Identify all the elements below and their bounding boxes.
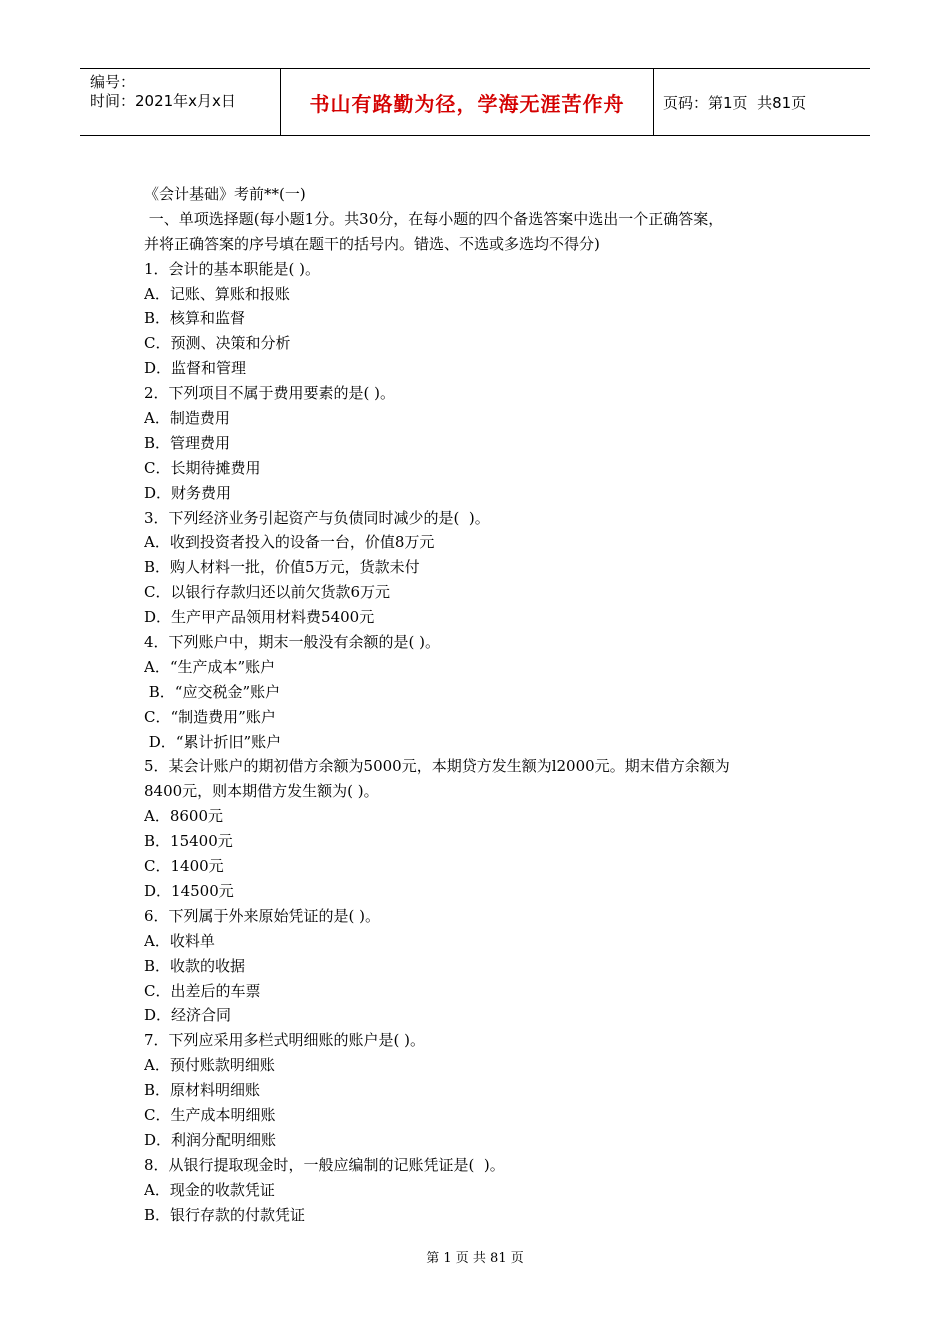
text-line: D．经济合同 — [144, 1006, 232, 1025]
text-line: 2．下列项目不属于费用要素的是( )。 — [144, 384, 396, 403]
document-date: 时间：2021年x月x日 — [90, 92, 236, 110]
text-line: A．现金的收款凭证 — [144, 1180, 275, 1199]
text-line: 6．下列属于外来原始凭证的是( )。 — [144, 906, 381, 925]
text-line: A．制造费用 — [144, 409, 230, 428]
document-number: 编号： — [90, 73, 136, 91]
text-line: B．收款的收据 — [144, 956, 246, 975]
text-line: A．预付账款明细账 — [144, 1056, 275, 1075]
text-line: 8400元，则本期借方发生额为( )。 — [144, 782, 379, 801]
text-line: C．“制造费用”账户 — [144, 707, 276, 726]
text-line: 并将正确答案的序号填在题干的括号内。错选、不选或多选均不得分) — [144, 234, 600, 253]
text-line: 3．下列经济业务引起资产与负债同时减少的是( )。 — [144, 508, 490, 527]
text-line: A．“生产成本”账户 — [144, 657, 276, 676]
text-line: B．管理费用 — [144, 433, 231, 452]
text-line: C．生产成本明细账 — [144, 1105, 276, 1124]
text-line: 8．从银行提取现金时，一般应编制的记账凭证是( )。 — [144, 1155, 505, 1174]
text-line: A．记账、算账和报账 — [144, 284, 290, 303]
text-line: D．财务费用 — [144, 483, 232, 502]
header-motto: 书山有路勤为径，学海无涯苦作舟 — [281, 69, 654, 135]
text-line: A．8600元 — [144, 807, 224, 826]
text-line: 7．下列应采用多栏式明细账的账户是( )。 — [144, 1031, 426, 1050]
text-line: 一、单项选择题(每小题1分。共30分，在每小题的四个备选答案中选出一个正确答案， — [144, 209, 724, 228]
text-line: C．以银行存款归还以前欠货款6万元 — [144, 583, 391, 602]
text-line: D．利润分配明细账 — [144, 1130, 277, 1149]
text-line: 5．某会计账户的期初借方余额为5000元，本期贷方发生额为l2000元。期末借方余额为 — [144, 757, 730, 776]
text-line: B．原材料明细账 — [144, 1081, 261, 1100]
text-line: D．生产甲产品领用材料费5400元 — [144, 608, 375, 627]
text-line: A．收到投资者投入的设备一台，价值8万元 — [144, 533, 435, 552]
text-line: A．收料单 — [144, 931, 215, 950]
document-body — [144, 182, 824, 1227]
text-line: C．出差后的车票 — [144, 981, 261, 1000]
text-line: 《会计基础》考前**(一) — [144, 185, 306, 203]
text-line: B．购人材料一批，价值5万元，货款未付 — [144, 558, 420, 577]
text-line: C．预测、决策和分析 — [144, 334, 291, 353]
text-line: B．“应交税金”账户 — [144, 682, 281, 701]
text-line: C．长期待摊费用 — [144, 458, 261, 477]
page-header — [80, 68, 870, 136]
text-line: B．银行存款的付款凭证 — [144, 1205, 306, 1224]
page-count: 页码：第1页 共81页 — [663, 93, 807, 112]
header-page-info — [654, 69, 870, 135]
page-footer: 第 1 页 共 81 页 — [426, 1251, 524, 1266]
text-line: 4．下列账户中，期末一般没有余额的是( )。 — [144, 633, 441, 652]
text-line: D．监督和管理 — [144, 359, 247, 378]
text-line: B．核算和监督 — [144, 309, 246, 328]
text-line: B．15400元 — [144, 832, 233, 851]
header-meta — [80, 69, 281, 135]
text-line: D．“累计折旧”账户 — [144, 732, 282, 751]
text-line: D．14500元 — [144, 881, 234, 900]
text-line: C．1400元 — [144, 857, 224, 876]
text-line: 1．会计的基本职能是( )。 — [144, 259, 321, 278]
